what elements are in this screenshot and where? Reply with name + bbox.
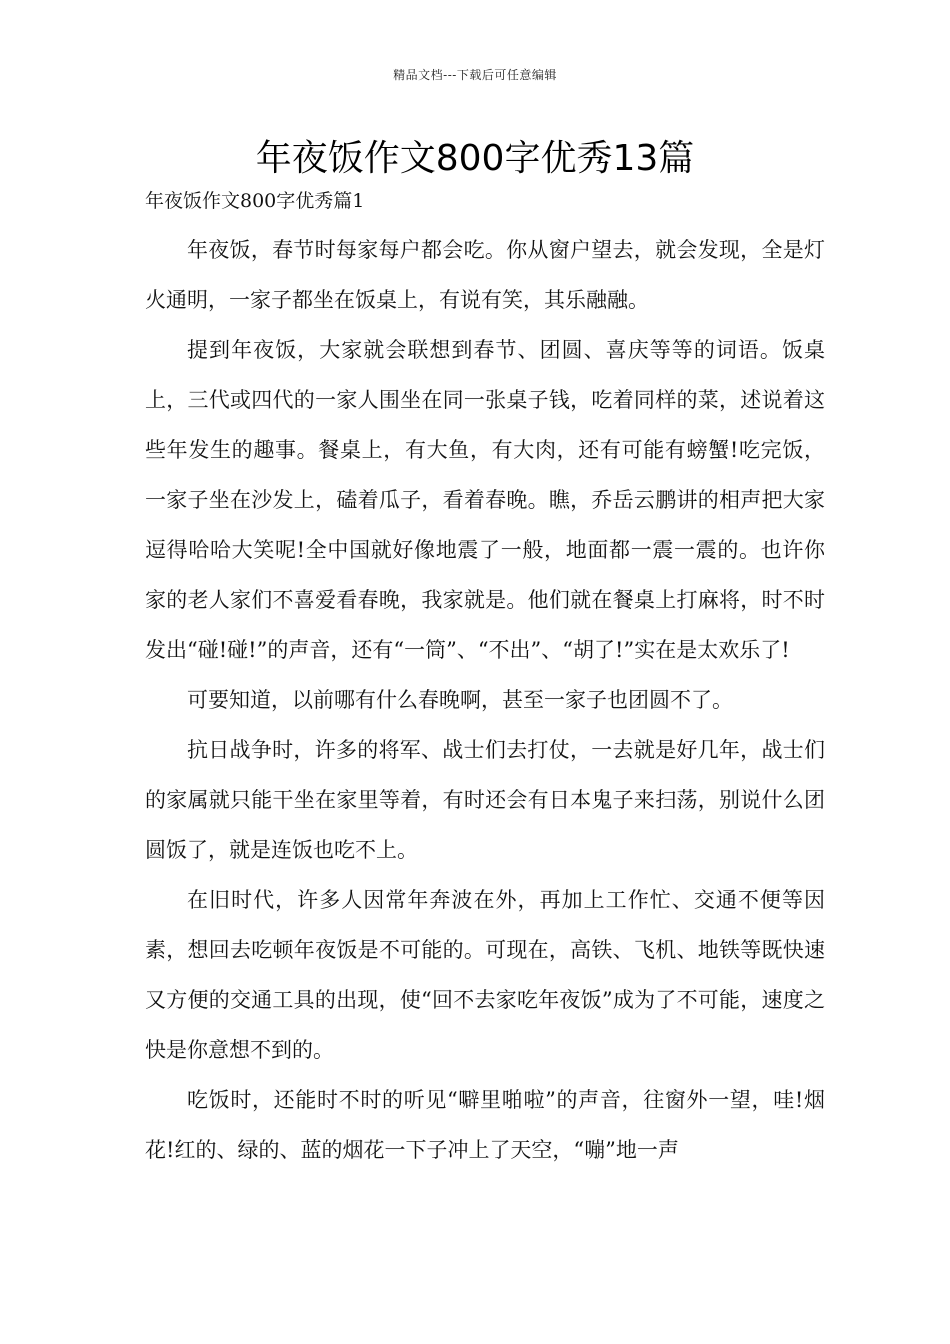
essay-body <box>145 225 825 1175</box>
paragraph: 在旧时代，许多人因常年奔波在外，再加上工作忙、交通不便等因素，想回去吃顿年夜饭是不可能的。可现在，高铁、飞机、地铁等既快速又方便的交通工具的出现，使“回不去家吃年夜饭”成为了不可能，速度之快是你意想不到的。 <box>145 888 825 1062</box>
paragraph: 提到年夜饭，大家就会联想到春节、团圆、喜庆等等的词语。饭桌上，三代或四代的一家人围坐在同一张桌子钱，吃着同样的菜，述说着这些年发生的趣事。餐桌上，有大鱼，有大肉，还有可能有螃蟹!吃完饭，一家子坐在沙发上，磕着瓜子，看着春晚。瞧，乔岳云鹏讲的相声把大家逗得哈哈大笑呢!全中国就好像地震了一般，地面都一震一震的。也许你家的老人家们不喜爱看春晚，我家就是。他们就在餐桌上打麻将，时不时发出“碰!碰!”的声音，还有“一筒”、“不出”、“胡了!”实在是太欢乐了! <box>145 338 825 662</box>
paragraph: 抗日战争时，许多的将军、战士们去打仗，一去就是好几年，战士们的家属就只能干坐在家里等着，有时还会有日本鬼子来扫荡，别说什么团圆饭了，就是连饭也吃不上。 <box>145 738 825 862</box>
document-title: 年夜饭作文800字优秀13篇 <box>255 138 695 179</box>
paragraph: 吃饭时，还能时不时的听见“噼里啪啦”的声音，往窗外一望，哇!烟花!红的、绿的、蓝的烟花一下子冲上了天空，“嘣”地一声 <box>145 1088 825 1162</box>
paragraph: 年夜饭，春节时每家每户都会吃。你从窗户望去，就会发现，全是灯火通明，一家子都坐在饭桌上，有说有笑，其乐融融。 <box>145 238 825 312</box>
header-note: 精品文档---下载后可任意编辑 <box>393 68 557 82</box>
paragraph: 可要知道，以前哪有什么春晚啊，甚至一家子也团圆不了。 <box>187 688 733 712</box>
section-title: 年夜饭作文800字优秀篇1 <box>145 190 365 212</box>
